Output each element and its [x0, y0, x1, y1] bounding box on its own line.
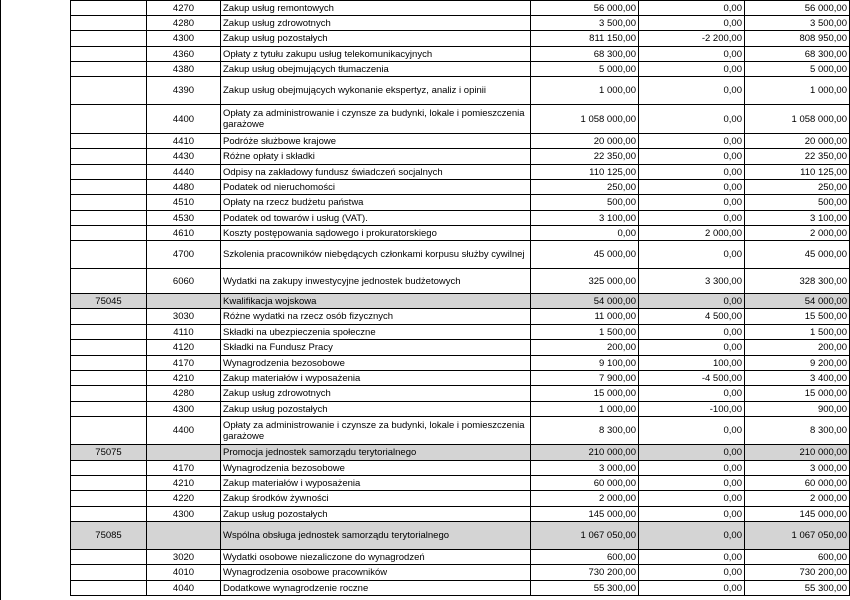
plan-amount-cell: 600,00 [531, 550, 639, 565]
subsection-code-cell [71, 491, 147, 507]
subsection-code-cell [71, 1, 147, 16]
paragraph-code-cell: 4530 [147, 211, 221, 226]
table-row [71, 47, 850, 62]
subsection-code-cell [71, 386, 147, 402]
paragraph-code-cell: 4380 [147, 62, 221, 77]
plan-amount-cell: 9 100,00 [531, 356, 639, 371]
subsection-code-cell [71, 476, 147, 491]
paragraph-code-cell: 4300 [147, 507, 221, 522]
paragraph-code-cell: 4210 [147, 476, 221, 491]
amount-after-change-cell: 3 000,00 [745, 461, 850, 476]
description-cell: Opłaty na rzecz budżetu państwa [221, 195, 531, 211]
description-cell: Zakup usług pozostałych [221, 507, 531, 522]
change-amount-cell: 2 000,00 [639, 226, 745, 241]
description-cell: Różne opłaty i składki [221, 149, 531, 165]
description-cell: Podatek od nieruchomości [221, 180, 531, 195]
subsection-code-cell [71, 417, 147, 445]
paragraph-code-cell: 4610 [147, 226, 221, 241]
change-amount-cell: 0,00 [639, 325, 745, 340]
change-amount-cell: 0,00 [639, 461, 745, 476]
amount-after-change-cell: 5 000,00 [745, 62, 850, 77]
amount-after-change-cell: 54 000,00 [745, 294, 850, 309]
paragraph-code-cell: 4700 [147, 241, 221, 269]
subsection-row [71, 522, 850, 550]
table-row [71, 165, 850, 180]
change-amount-cell: 0,00 [639, 491, 745, 507]
description-cell: Dodatkowe wynagrodzenie roczne [221, 581, 531, 596]
description-cell: Wspólna obsługa jednostek samorządu terytorialnego [221, 522, 531, 550]
change-amount-cell: 0,00 [639, 522, 745, 550]
amount-after-change-cell: 3 100,00 [745, 211, 850, 226]
change-amount-cell: 0,00 [639, 149, 745, 165]
paragraph-code-cell: 4410 [147, 134, 221, 149]
plan-amount-cell: 7 900,00 [531, 371, 639, 386]
description-cell: Różne wydatki na rzecz osób fizycznych [221, 309, 531, 325]
change-amount-cell: 0,00 [639, 507, 745, 522]
subsection-code-cell [71, 134, 147, 149]
subsection-code-cell [71, 269, 147, 294]
change-amount-cell: 0,00 [639, 16, 745, 31]
change-amount-cell: 0,00 [639, 77, 745, 105]
amount-after-change-cell: 328 300,00 [745, 269, 850, 294]
subsection-code-cell [71, 31, 147, 47]
change-amount-cell: 0,00 [639, 581, 745, 596]
amount-after-change-cell: 1 500,00 [745, 325, 850, 340]
plan-amount-cell: 811 150,00 [531, 31, 639, 47]
subsection-code-cell [71, 402, 147, 417]
table-row [71, 16, 850, 31]
amount-after-change-cell: 15 000,00 [745, 386, 850, 402]
plan-amount-cell: 22 350,00 [531, 149, 639, 165]
plan-amount-cell: 500,00 [531, 195, 639, 211]
change-amount-cell: 0,00 [639, 445, 745, 461]
amount-after-change-cell: 20 000,00 [745, 134, 850, 149]
amount-after-change-cell: 1 000,00 [745, 77, 850, 105]
table-row [71, 340, 850, 356]
subsection-code-cell [71, 105, 147, 134]
description-cell: Opłaty z tytułu zakupu usług telekomunikacyjnych [221, 47, 531, 62]
paragraph-code-cell: 4400 [147, 417, 221, 445]
table-row [71, 309, 850, 325]
paragraph-code-cell: 4390 [147, 77, 221, 105]
table-row [71, 386, 850, 402]
change-amount-cell: -4 500,00 [639, 371, 745, 386]
description-cell: Wynagrodzenia osobowe pracowników [221, 565, 531, 581]
amount-after-change-cell: 9 200,00 [745, 356, 850, 371]
paragraph-code-cell: 4360 [147, 47, 221, 62]
table-row [71, 62, 850, 77]
paragraph-code-cell: 4120 [147, 340, 221, 356]
description-cell: Wydatki osobowe niezaliczone do wynagrodzeń [221, 550, 531, 565]
description-cell: Zakup usług pozostałych [221, 31, 531, 47]
plan-amount-cell: 45 000,00 [531, 241, 639, 269]
table-row [71, 356, 850, 371]
subsection-code-cell [71, 77, 147, 105]
plan-amount-cell: 200,00 [531, 340, 639, 356]
change-amount-cell: 0,00 [639, 165, 745, 180]
table-row [71, 105, 850, 134]
paragraph-code-cell [147, 445, 221, 461]
amount-after-change-cell: 145 000,00 [745, 507, 850, 522]
amount-after-change-cell: 68 300,00 [745, 47, 850, 62]
paragraph-code-cell: 4280 [147, 386, 221, 402]
subsection-code-cell [71, 149, 147, 165]
amount-after-change-cell: 56 000,00 [745, 1, 850, 16]
table-row [71, 211, 850, 226]
paragraph-code-cell: 4110 [147, 325, 221, 340]
description-cell: Zakup usług obejmujących wykonanie ekspertyz, analiz i opinii [221, 77, 531, 105]
table-row [71, 476, 850, 491]
plan-amount-cell: 11 000,00 [531, 309, 639, 325]
change-amount-cell: 0,00 [639, 47, 745, 62]
change-amount-cell: 100,00 [639, 356, 745, 371]
change-amount-cell: -2 200,00 [639, 31, 745, 47]
plan-amount-cell: 210 000,00 [531, 445, 639, 461]
description-cell: Zakup usług zdrowotnych [221, 386, 531, 402]
change-amount-cell: 0,00 [639, 340, 745, 356]
subsection-code-cell [71, 47, 147, 62]
table-row [71, 180, 850, 195]
table-row [71, 581, 850, 596]
change-amount-cell: 0,00 [639, 1, 745, 16]
amount-after-change-cell: 22 350,00 [745, 149, 850, 165]
plan-amount-cell: 68 300,00 [531, 47, 639, 62]
paragraph-code-cell: 4270 [147, 1, 221, 16]
paragraph-code-cell: 4510 [147, 195, 221, 211]
paragraph-code-cell: 3030 [147, 309, 221, 325]
plan-amount-cell: 145 000,00 [531, 507, 639, 522]
amount-after-change-cell: 210 000,00 [745, 445, 850, 461]
table-row [71, 77, 850, 105]
plan-amount-cell: 325 000,00 [531, 269, 639, 294]
change-amount-cell: 0,00 [639, 195, 745, 211]
description-cell: Wynagrodzenia bezosobowe [221, 461, 531, 476]
amount-after-change-cell: 500,00 [745, 195, 850, 211]
plan-amount-cell: 3 000,00 [531, 461, 639, 476]
amount-after-change-cell: 1 067 050,00 [745, 522, 850, 550]
table-row [71, 461, 850, 476]
table-row [71, 134, 850, 149]
subsection-code-cell [71, 356, 147, 371]
table-row [71, 417, 850, 445]
subsection-code-cell [71, 16, 147, 31]
plan-amount-cell: 730 200,00 [531, 565, 639, 581]
plan-amount-cell: 20 000,00 [531, 134, 639, 149]
table-row [71, 31, 850, 47]
description-cell: Zakup materiałów i wyposażenia [221, 371, 531, 386]
amount-after-change-cell: 600,00 [745, 550, 850, 565]
amount-after-change-cell: 15 500,00 [745, 309, 850, 325]
change-amount-cell: 3 300,00 [639, 269, 745, 294]
table-row [71, 269, 850, 294]
budget-expenditure-table [70, 0, 850, 596]
change-amount-cell: 0,00 [639, 180, 745, 195]
description-cell: Koszty postępowania sądowego i prokuratorskiego [221, 226, 531, 241]
plan-amount-cell: 2 000,00 [531, 491, 639, 507]
plan-amount-cell: 5 000,00 [531, 62, 639, 77]
plan-amount-cell: 55 300,00 [531, 581, 639, 596]
amount-after-change-cell: 3 500,00 [745, 16, 850, 31]
subsection-row [71, 445, 850, 461]
subsection-code-cell [71, 180, 147, 195]
paragraph-code-cell: 4210 [147, 371, 221, 386]
table-row [71, 491, 850, 507]
change-amount-cell: 0,00 [639, 294, 745, 309]
table-row [71, 565, 850, 581]
amount-after-change-cell: 2 000,00 [745, 491, 850, 507]
amount-after-change-cell: 60 000,00 [745, 476, 850, 491]
subsection-code-cell [71, 550, 147, 565]
table-row [71, 226, 850, 241]
subsection-code-cell [71, 565, 147, 581]
table-row [71, 149, 850, 165]
plan-amount-cell: 8 300,00 [531, 417, 639, 445]
plan-amount-cell: 0,00 [531, 226, 639, 241]
amount-after-change-cell: 55 300,00 [745, 581, 850, 596]
subsection-code-cell [71, 195, 147, 211]
change-amount-cell: 0,00 [639, 62, 745, 77]
amount-after-change-cell: 8 300,00 [745, 417, 850, 445]
plan-amount-cell: 1 000,00 [531, 402, 639, 417]
plan-amount-cell: 56 000,00 [531, 1, 639, 16]
paragraph-code-cell: 4170 [147, 461, 221, 476]
change-amount-cell: 0,00 [639, 211, 745, 226]
description-cell: Zakup materiałów i wyposażenia [221, 476, 531, 491]
subsection-code-cell [71, 309, 147, 325]
plan-amount-cell: 1 500,00 [531, 325, 639, 340]
description-cell: Zakup usług obejmujących tłumaczenia [221, 62, 531, 77]
table-row [71, 402, 850, 417]
description-cell: Zakup środków żywności [221, 491, 531, 507]
description-cell: Zakup usług remontowych [221, 1, 531, 16]
description-cell: Kwalifikacja wojskowa [221, 294, 531, 309]
description-cell: Szkolenia pracowników niebędących członkami korpusu służby cywilnej [221, 241, 531, 269]
plan-amount-cell: 15 000,00 [531, 386, 639, 402]
change-amount-cell: 0,00 [639, 476, 745, 491]
description-cell: Promocja jednostek samorządu terytorialnego [221, 445, 531, 461]
subsection-code-cell [71, 340, 147, 356]
subsection-code-cell [71, 241, 147, 269]
plan-amount-cell: 250,00 [531, 180, 639, 195]
amount-after-change-cell: 730 200,00 [745, 565, 850, 581]
paragraph-code-cell: 4040 [147, 581, 221, 596]
plan-amount-cell: 110 125,00 [531, 165, 639, 180]
change-amount-cell: 0,00 [639, 386, 745, 402]
change-amount-cell: 0,00 [639, 417, 745, 445]
table-body [71, 1, 850, 596]
subsection-code-cell [71, 507, 147, 522]
table-row [71, 507, 850, 522]
plan-amount-cell: 1 067 050,00 [531, 522, 639, 550]
paragraph-code-cell: 4170 [147, 356, 221, 371]
plan-amount-cell: 60 000,00 [531, 476, 639, 491]
table-row [71, 371, 850, 386]
change-amount-cell: 4 500,00 [639, 309, 745, 325]
paragraph-code-cell: 4400 [147, 105, 221, 134]
description-cell: Odpisy na zakładowy fundusz świadczeń socjalnych [221, 165, 531, 180]
paragraph-code-cell: 4480 [147, 180, 221, 195]
description-cell: Wynagrodzenia bezosobowe [221, 356, 531, 371]
subsection-code-cell: 75045 [71, 294, 147, 309]
paragraph-code-cell: 4010 [147, 565, 221, 581]
plan-amount-cell: 54 000,00 [531, 294, 639, 309]
description-cell: Wydatki na zakupy inwestycyjne jednostek budżetowych [221, 269, 531, 294]
subsection-code-cell [71, 62, 147, 77]
subsection-code-cell [71, 325, 147, 340]
table-row [71, 1, 850, 16]
paragraph-code-cell [147, 294, 221, 309]
amount-after-change-cell: 900,00 [745, 402, 850, 417]
paragraph-code-cell: 4220 [147, 491, 221, 507]
paragraph-code-cell: 4430 [147, 149, 221, 165]
subsection-code-cell [71, 165, 147, 180]
paragraph-code-cell [147, 522, 221, 550]
change-amount-cell: 0,00 [639, 565, 745, 581]
description-cell: Opłaty za administrowanie i czynsze za budynki, lokale i pomieszczenia garażowe [221, 105, 531, 134]
description-cell: Zakup usług pozostałych [221, 402, 531, 417]
description-cell: Składki na Fundusz Pracy [221, 340, 531, 356]
paragraph-code-cell: 4300 [147, 402, 221, 417]
description-cell: Podróże służbowe krajowe [221, 134, 531, 149]
subsection-code-cell [71, 371, 147, 386]
table-row [71, 195, 850, 211]
subsection-code-cell [71, 211, 147, 226]
table-row [71, 550, 850, 565]
amount-after-change-cell: 808 950,00 [745, 31, 850, 47]
amount-after-change-cell: 1 058 000,00 [745, 105, 850, 134]
change-amount-cell: 0,00 [639, 134, 745, 149]
change-amount-cell: 0,00 [639, 550, 745, 565]
amount-after-change-cell: 200,00 [745, 340, 850, 356]
change-amount-cell: 0,00 [639, 105, 745, 134]
paragraph-code-cell: 6060 [147, 269, 221, 294]
plan-amount-cell: 1 000,00 [531, 77, 639, 105]
change-amount-cell: 0,00 [639, 241, 745, 269]
plan-amount-cell: 3 500,00 [531, 16, 639, 31]
description-cell: Opłaty za administrowanie i czynsze za budynki, lokale i pomieszczenia garażowe [221, 417, 531, 445]
plan-amount-cell: 3 100,00 [531, 211, 639, 226]
amount-after-change-cell: 45 000,00 [745, 241, 850, 269]
subsection-code-cell [71, 581, 147, 596]
table-row [71, 325, 850, 340]
table-row [71, 241, 850, 269]
paragraph-code-cell: 4280 [147, 16, 221, 31]
paragraph-code-cell: 3020 [147, 550, 221, 565]
subsection-code-cell: 75085 [71, 522, 147, 550]
description-cell: Zakup usług zdrowotnych [221, 16, 531, 31]
amount-after-change-cell: 3 400,00 [745, 371, 850, 386]
subsection-code-cell [71, 226, 147, 241]
subsection-row [71, 294, 850, 309]
paragraph-code-cell: 4300 [147, 31, 221, 47]
subsection-code-cell: 75075 [71, 445, 147, 461]
amount-after-change-cell: 250,00 [745, 180, 850, 195]
description-cell: Składki na ubezpieczenia społeczne [221, 325, 531, 340]
amount-after-change-cell: 110 125,00 [745, 165, 850, 180]
page-left-border [0, 0, 1, 600]
amount-after-change-cell: 2 000,00 [745, 226, 850, 241]
plan-amount-cell: 1 058 000,00 [531, 105, 639, 134]
description-cell: Podatek od towarów i usług (VAT). [221, 211, 531, 226]
change-amount-cell: -100,00 [639, 402, 745, 417]
paragraph-code-cell: 4440 [147, 165, 221, 180]
subsection-code-cell [71, 461, 147, 476]
